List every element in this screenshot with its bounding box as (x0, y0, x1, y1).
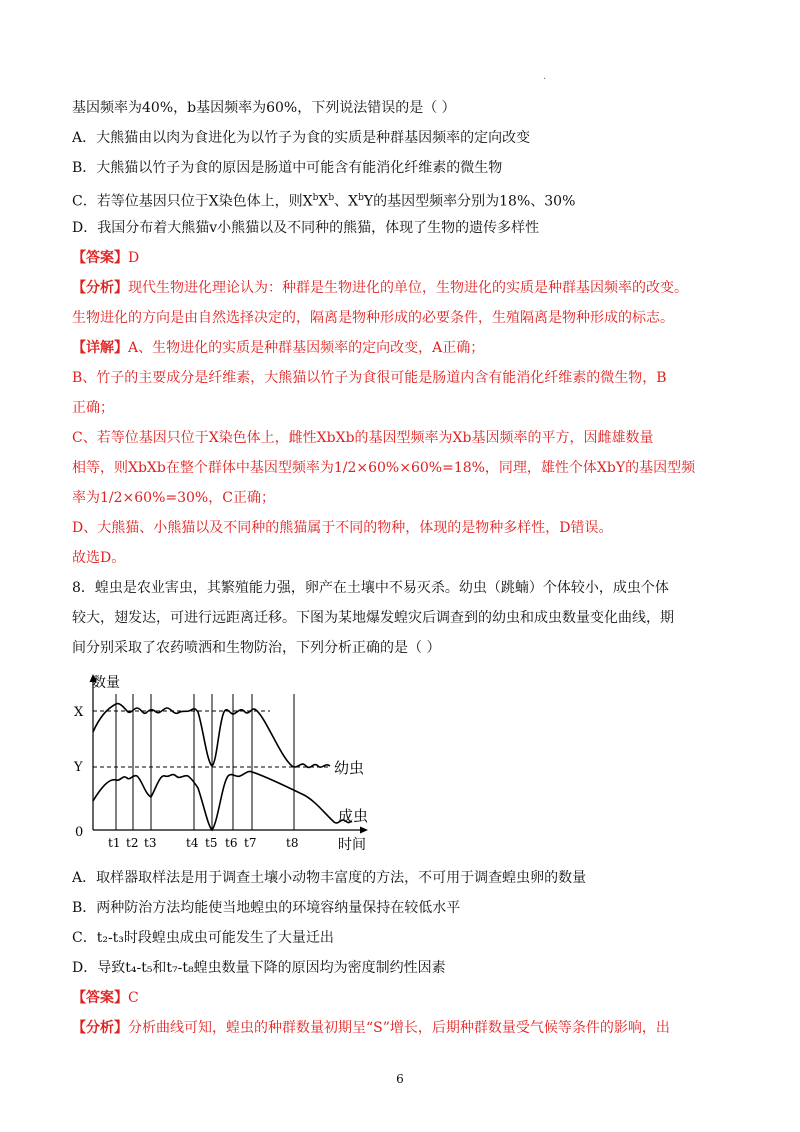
q8-option-a: A．取样器取样法是用于调查土壤小动物丰富度的方法，不可用于调查蝗虫卵的数量 (72, 870, 587, 886)
corner-mark: · (543, 74, 547, 85)
q8-stem-2: 较大，翅发达，可进行远距离迁移。下图为某地爆发蝗灾后调查到的幼虫和成虫数量变化曲线，期 (72, 610, 674, 626)
q7-analysis-1: 【分析】现代生物进化理论认为：种群是生物进化的单位，生物进化的实质是种群基因频率的改变。 (72, 280, 688, 296)
q7-option-d: D．我国分布着大熊猫v小熊猫以及不同种的熊猫，体现了生物的遗传多样性 (72, 220, 540, 236)
answer-tag: 【答案】 (72, 990, 128, 1006)
x-tick-t2: t2 (126, 836, 139, 850)
series-line-adult (93, 771, 351, 830)
x-axis-arrow (360, 827, 368, 834)
page-number: 6 (396, 1072, 404, 1086)
x-tick-t3: t3 (144, 836, 157, 850)
q8-option-b: B．两种防治方法均能使当地蝗虫的环境容纳量保持在较低水平 (72, 900, 461, 916)
q7-option-c: C．若等位基因只位于X染色体上，则$X^bX^b$、$X^bY$的基因型频率分别为18%、30% (72, 193, 576, 210)
q8-answer (72, 988, 139, 1008)
q8-option-c: C．t₂-t₃时段蝗虫成虫可能发生了大量迁出 (72, 930, 334, 946)
q8-stem-1: 8．蝗虫是农业害虫，其繁殖能力强，卵产在土壤中不易灭杀。幼虫（跳蝻）个体较小，成虫个体 (72, 580, 669, 596)
y-tick-Y: Y (74, 760, 83, 775)
answer-value: D (128, 250, 140, 266)
x-axis-label: 时间 (338, 837, 366, 853)
analysis-tag: 【分析】 (72, 1020, 128, 1036)
q7-detail-2: B、竹子的主要成分是纤维素，大熊猫以竹子为食很可能是肠道内含有能消化纤维素的微生物，B (72, 370, 667, 386)
q8-option-d: D．导致t₄-t₅和t₇-t₈蝗虫数量下降的原因均为密度制约性因素 (72, 960, 446, 976)
answer-value: C (128, 990, 139, 1006)
q8-stem-3: 间分别采取了农药喷洒和生物防治，下列分析正确的是（ ） (72, 640, 441, 656)
detail-tag: 【详解】 (72, 340, 128, 356)
answer-tag: 【答案】 (72, 250, 128, 266)
y-tick-X: X (74, 705, 84, 720)
series-label-adult: 成虫 (338, 807, 369, 825)
x-tick-t8: t8 (286, 836, 299, 850)
series-label-nymph: 幼虫 (334, 759, 365, 777)
q7-detail-1: 【详解】A、生物进化的实质是种群基因频率的定向改变，A正确； (72, 340, 485, 356)
x-tick-t4: t4 (186, 836, 199, 850)
x-tick-t1: t1 (108, 836, 121, 850)
q8-analysis-1: 【分析】分析曲线可知，蝗虫的种群数量初期呈“S”增长，后期种群数量受气候等条件的影响，出 (72, 1020, 670, 1036)
q7-option-a: A．大熊猫由以肉为食进化为以竹子为食的实质是种群基因频率的定向改变 (72, 130, 531, 146)
q7-analysis-2: 生物进化的方向是由自然选择决定的，隔离是物种形成的必要条件，生殖隔离是物种形成的标志。 (72, 310, 674, 326)
x-tick-t6: t6 (225, 836, 238, 850)
population-chart (70, 666, 390, 856)
q7-detail-5: 相等，则XbXb在整个群体中基因型频率为1/2×60%×60%=18%，同理，雄性个体XbY的基因型频 (72, 460, 696, 476)
x-tick-t5: t5 (205, 836, 218, 850)
q7-stem-tail: 基因频率为40%，b基因频率为60%，下列说法错误的是（ ） (72, 100, 456, 116)
q7-option-b: B．大熊猫以竹子为食的原因是肠道中可能含有能消化纤维素的微生物 (72, 160, 503, 176)
q7-detail-7: D、大熊猫、小熊猫以及不同种的熊猫属于不同的物种，体现的是物种多样性，D错误。 (72, 520, 613, 536)
q7-conclusion: 故选D。 (72, 550, 126, 566)
x-tick-t7: t7 (244, 836, 257, 850)
q7-detail-4: C、若等位基因只位于X染色体上，雌性XbXb的基因型频率为Xb基因频率的平方，因雌雄数量 (72, 430, 654, 446)
y-tick-0: 0 (75, 825, 84, 840)
y-axis-label: 数量 (92, 675, 120, 691)
q7-detail-3: 正确； (72, 400, 114, 416)
analysis-tag: 【分析】 (72, 280, 128, 296)
q7-detail-6: 率为1/2×60%=30%，C正确； (72, 490, 275, 506)
q7-answer (72, 248, 139, 268)
